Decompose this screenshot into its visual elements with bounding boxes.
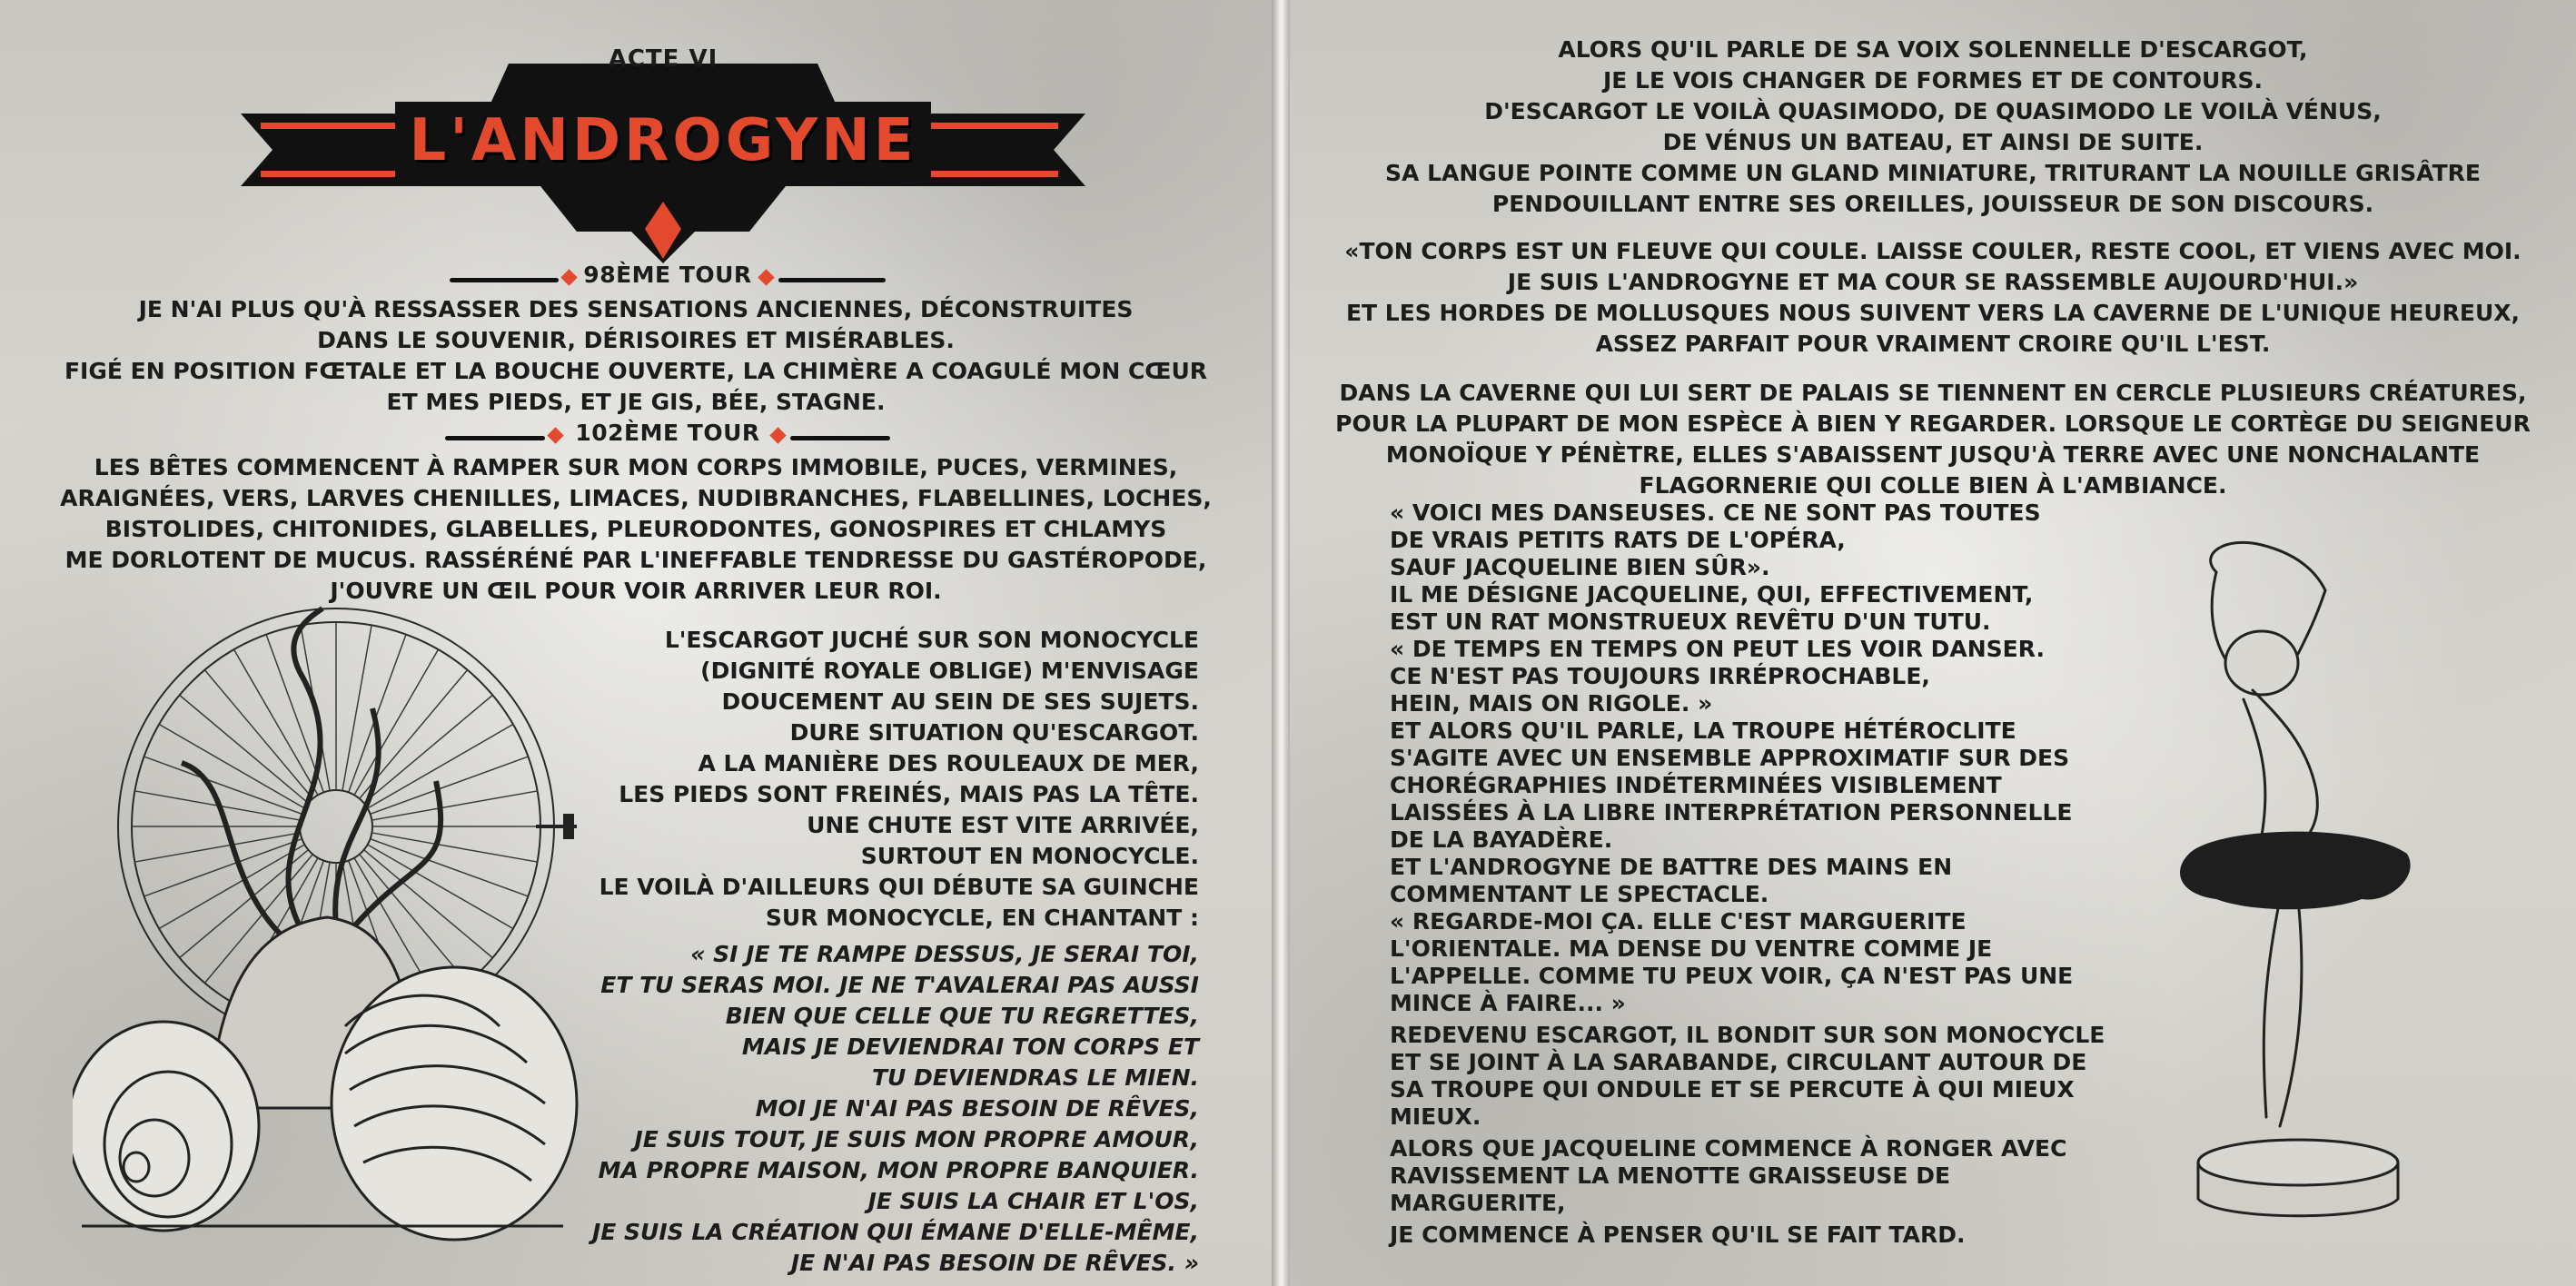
- tour-label: 98ÈME TOUR: [583, 262, 752, 288]
- text-line: JE N'AI PAS BESOIN DE RÊVES. »: [790, 1250, 1199, 1276]
- text-line: CE N'EST PAS TOUJOURS IRRÉPROCHABLE,: [1390, 663, 1930, 689]
- text-line: DE VÉNUS UN BATEAU, ET AINSI DE SUITE.: [1662, 129, 2204, 155]
- text-line: LAISSÉES À LA LIBRE INTERPRÉTATION PERSONNELLE: [1390, 799, 2073, 826]
- act-label: ACTE VI: [608, 45, 718, 73]
- text-line: SUR MONOCYCLE, EN CHANTANT :: [765, 905, 1199, 931]
- text-line: ET TU SERAS MOI. JE NE T'AVALERAI PAS AUSSI: [600, 972, 1199, 998]
- text-line: HEIN, MAIS ON RIGOLE. »: [1390, 690, 1713, 717]
- text-line: « SI JE TE RAMPE DESSUS, JE SERAI TOI,: [690, 941, 1199, 967]
- book-gutter: [1272, 0, 1290, 1286]
- text-line: REDEVENU ESCARGOT, IL BONDIT SUR SON MONOCYCLE: [1390, 1022, 2105, 1048]
- text-line: MIEUX.: [1390, 1103, 1481, 1130]
- text-line: MARGUERITE,: [1390, 1190, 1566, 1216]
- text-line: «TON CORPS EST UN FLEUVE QUI COULE. LAISSE COULER, RESTE COOL, ET VIENS AVEC MOI.: [1344, 238, 2522, 264]
- rule-right: [790, 436, 890, 440]
- text-line: JE COMMENCE À PENSER QU'IL SE FAIT TARD.: [1390, 1222, 1966, 1248]
- text-line: ALORS QUE JACQUELINE COMMENCE À RONGER AVEC: [1390, 1135, 2067, 1162]
- tour-heading-102: [445, 420, 890, 456]
- text-line: D'ESCARGOT LE VOILÀ QUASIMODO, DE QUASIMODO LE VOILÀ VÉNUS,: [1484, 98, 2382, 124]
- text-line: JE SUIS LA CRÉATION QUI ÉMANE D'ELLE-MÊME,: [591, 1219, 1199, 1245]
- text-line: RAVISSEMENT LA MENOTTE GRAISSEUSE DE: [1390, 1162, 1951, 1189]
- text-line: « REGARDE-MOI ÇA. ELLE C'EST MARGUERITE: [1390, 908, 1967, 935]
- text-line: SAUF JACQUELINE BIEN SÛR».: [1390, 554, 1770, 580]
- text-line: ET ALORS QU'IL PARLE, LA TROUPE HÉTÉROCLITE: [1390, 717, 2016, 744]
- text-line: ARAIGNÉES, VERS, LARVES CHENILLES, LIMACES, NUDIBRANCHES, FLABELLINES, LOCHES,: [60, 485, 1212, 511]
- text-line: MAIS JE DEVIENDRAI TON CORPS ET: [741, 1034, 1199, 1060]
- text-line: JE N'AI PLUS QU'À RESSASSER DES SENSATIONS ANCIENNES, DÉCONSTRUITES: [138, 296, 1134, 322]
- text-line: « VOICI MES DANSEUSES. CE NE SONT PAS TOUTES: [1390, 500, 2041, 526]
- text-line: CHORÉGRAPHIES INDÉTERMINÉES VISIBLEMENT: [1390, 772, 2002, 798]
- text-line: UNE CHUTE EST VITE ARRIVÉE,: [807, 812, 1199, 838]
- text-line: ALORS QU'IL PARLE DE SA VOIX SOLENNELLE D'ESCARGOT,: [1558, 36, 2308, 63]
- text-line: JE SUIS L'ANDROGYNE ET MA COUR SE RASSEMBLE AUJOURD'HUI.»: [1507, 269, 2359, 295]
- ballerina-rat-illustration: [2162, 536, 2525, 1244]
- text-line: DANS LA CAVERNE QUI LUI SERT DE PALAIS SE TIENNENT EN CERCLE PLUSIEURS CRÉATURES,: [1339, 380, 2527, 406]
- text-line: L'ORIENTALE. MA DENSE DU VENTRE COMME JE: [1390, 935, 1993, 962]
- text-line: ET L'ANDROGYNE DE BATTRE DES MAINS EN: [1390, 854, 1953, 880]
- text-line: LES BÊTES COMMENCENT À RAMPER SUR MON CORPS IMMOBILE, PUCES, VERMINES,: [94, 454, 1178, 480]
- left-page: [0, 0, 1272, 1286]
- text-line: BIEN QUE CELLE QUE TU REGRETTES,: [725, 1003, 1199, 1029]
- text-line: « DE TEMPS EN TEMPS ON PEUT LES VOIR DANSER.: [1390, 636, 2045, 662]
- text-line: SA LANGUE POINTE COMME UN GLAND MINIATURE, TRITURANT LA NOUILLE GRISÂTRE: [1385, 160, 2481, 186]
- tour-label: 102ÈME TOUR: [575, 420, 760, 446]
- text-line: LE VOILÀ D'AILLEURS QUI DÉBUTE SA GUINCHE: [599, 874, 1199, 900]
- text-line: ET SE JOINT À LA SARABANDE, CIRCULANT AUTOUR DE: [1390, 1049, 2087, 1075]
- text-line: SURTOUT EN MONOCYCLE.: [860, 843, 1199, 869]
- text-line: MONOÏQUE Y PÉNÈTRE, ELLES S'ABAISSENT JUSQU'À TERRE AVEC UNE NONCHALANTE: [1385, 441, 2481, 468]
- text-line: L'APPELLE. COMME TU PEUX VOIR, ÇA N'EST PAS UNE: [1390, 963, 2074, 989]
- text-line: ME DORLOTENT DE MUCUS. RASSÉRÉNÉ PAR L'INEFFABLE TENDRESSE DU GASTÉROPODE,: [64, 547, 1207, 573]
- text-line: ET LES HORDES DE MOLLUSQUES NOUS SUIVENT VERS LA CAVERNE DE L'UNIQUE HEUREUX,: [1345, 300, 2521, 326]
- tour-heading-98: [450, 262, 886, 298]
- right-page: [1290, 0, 2576, 1286]
- text-line: FIGÉ EN POSITION FŒTALE ET LA BOUCHE OUVERTE, LA CHIMÈRE A COAGULÉ MON CŒUR: [64, 358, 1208, 384]
- text-line: L'ESCARGOT JUCHÉ SUR SON MONOCYCLE: [664, 627, 1199, 653]
- text-line: J'OUVRE UN ŒIL POUR VOIR ARRIVER LEUR ROI.: [330, 578, 942, 604]
- text-line: DOUCEMENT AU SEIN DE SES SUJETS.: [721, 688, 1199, 715]
- text-line: (DIGNITÉ ROYALE OBLIGE) M'ENVISAGE: [700, 658, 1199, 684]
- chapter-banner: [241, 36, 1085, 263]
- text-line: DURE SITUATION QU'ESCARGOT.: [789, 719, 1199, 746]
- text-line: SA TROUPE QUI ONDULE ET SE PERCUTE À QUI MIEUX: [1390, 1076, 2075, 1103]
- text-line: COMMENTANT LE SPECTACLE.: [1390, 881, 1769, 907]
- chapter-title: L'ANDROGYNE: [409, 107, 917, 174]
- text-line: PENDOUILLANT ENTRE SES OREILLES, JOUISSEUR DE SON DISCOURS.: [1491, 191, 2374, 217]
- text-line: MINCE À FAIRE... »: [1390, 990, 1626, 1016]
- text-line: LES PIEDS SONT FREINÉS, MAIS PAS LA TÊTE.: [619, 781, 1199, 807]
- text-line: JE SUIS LA CHAIR ET L'OS,: [867, 1188, 1199, 1214]
- text-line: ASSEZ PARFAIT POUR VRAIMENT CROIRE QU'IL L'EST.: [1595, 331, 2271, 357]
- text-line: JE SUIS TOUT, JE SUIS MON PROPRE AMOUR,: [634, 1126, 1199, 1152]
- text-line: MOI JE N'AI PAS BESOIN DE RÊVES,: [755, 1095, 1199, 1122]
- text-line: S'AGITE AVEC UN ENSEMBLE APPROXIMATIF SUR DES: [1390, 745, 2070, 771]
- rule-right: [778, 278, 886, 282]
- text-line: DANS LE SOUVENIR, DÉRISOIRES ET MISÉRABLES.: [317, 327, 955, 353]
- text-line: ET MES PIEDS, ET JE GIS, BÉE, STAGNE.: [386, 389, 886, 415]
- text-line: BISTOLIDES, CHITONIDES, GLABELLES, PLEURODONTES, GONOSPIRES ET CHLAMYS: [104, 516, 1167, 542]
- text-line: DE VRAIS PETITS RATS DE L'OPÉRA,: [1390, 527, 1846, 553]
- text-line: FLAGORNERIE QUI COLLE BIEN À L'AMBIANCE.: [1639, 472, 2227, 499]
- text-line: TU DEVIENDRAS LE MIEN.: [872, 1064, 1199, 1091]
- text-line: JE LE VOIS CHANGER DE FORMES ET DE CONTOURS.: [1602, 67, 2264, 94]
- text-line: MA PROPRE MAISON, MON PROPRE BANQUIER.: [598, 1157, 1199, 1183]
- text-line: POUR LA PLUPART DE MON ESPÈCE À BIEN Y REGARDER. LORSQUE LE CORTÈGE DU SEIGNEUR: [1335, 411, 2531, 437]
- text-line: IL ME DÉSIGNE JACQUELINE, QUI, EFFECTIVEMENT,: [1390, 581, 2034, 608]
- text-line: A LA MANIÈRE DES ROULEAUX DE MER,: [698, 750, 1199, 777]
- text-line: EST UN RAT MONSTRUEUX REVÊTU D'UN TUTU.: [1390, 608, 1991, 635]
- text-line: DE LA BAYADÈRE.: [1390, 826, 1613, 853]
